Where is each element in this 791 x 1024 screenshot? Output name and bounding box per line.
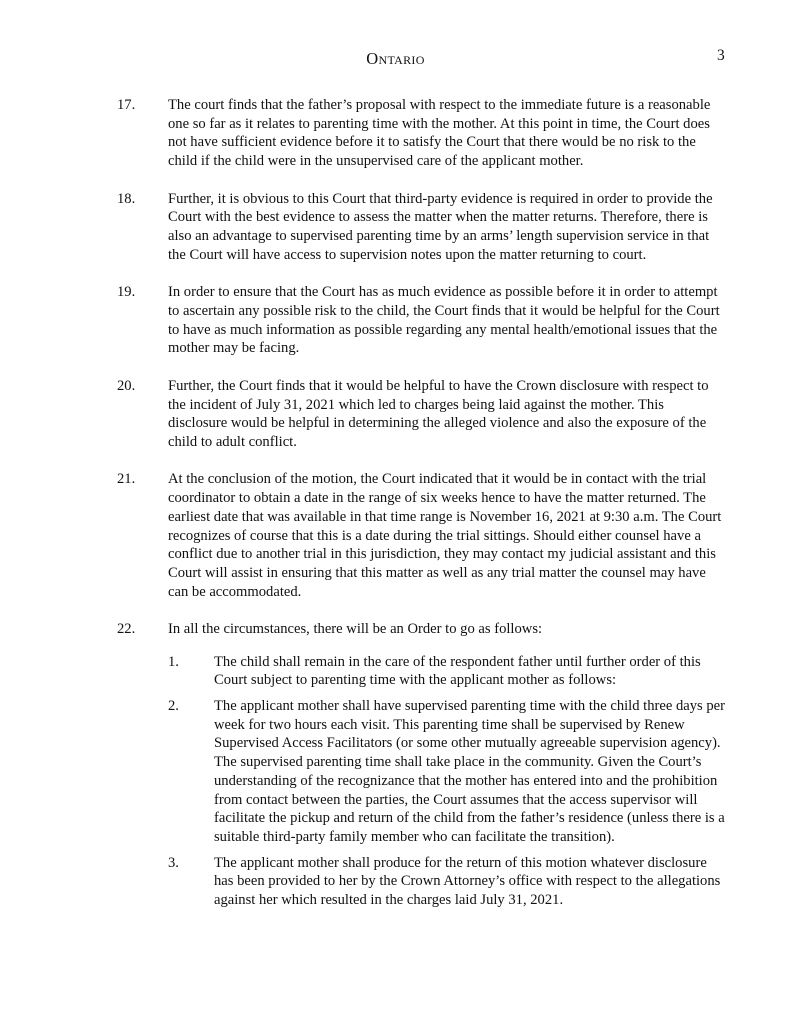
paragraph-number: 19. xyxy=(117,284,136,301)
document-body xyxy=(0,96,791,917)
paragraph-text: Further, it is obvious to this Court that third-party evidence is required in order to provide the Court with the best evidence to assess the matter when the matter returns. Therefore, there is also an advantage to supervised parenting time by an arms’ length supervision service in that the Court will have access to supervision notes upon the matter returning to court. xyxy=(168,190,713,263)
paragraph-22 xyxy=(0,620,791,639)
paragraph-text: In all the circumstances, there will be an Order to go as follows: xyxy=(168,621,543,638)
paragraph-text: At the conclusion of the motion, the Court indicated that it would be in contact with the trial coordinator to obtain a date in the range of six weeks hence to have the matter returned. The earliest date that was available in that time range is November 16, 2021 at 9:30 a.m. The Court recognizes of course that this is a date during the trial sittings. Should either counsel have a conflict due to another trial in this jurisdiction, they may contact my judicial assistant and this Court will assist in ensuring that this matter as well as any trial matter the counsel may have can be accommodated. xyxy=(168,471,722,600)
page-header-title: Ontario xyxy=(366,49,425,68)
paragraph-number: 20. xyxy=(117,377,136,394)
paragraph-text: In order to ensure that the Court has as much evidence as possible before it in order to attempt to ascertain any possible risk to the child, the Court finds that it would be helpful for the Court to have as much information as possible regarding any mental health/emotional issues that the mother may be facing. xyxy=(168,284,720,357)
page-number: 3 xyxy=(717,47,725,64)
paragraph-17 xyxy=(0,96,791,171)
paragraph-text: Further, the Court finds that it would be helpful to have the Crown disclosure with respect to the incident of July 31, 2021 which led to charges being laid against the mother. This disclosure would be helpful in determining the alleged violence and also the exposure of the child to adult conflict. xyxy=(168,377,709,450)
order-item-number: 1. xyxy=(168,653,179,670)
order-item-text: The applicant mother shall produce for the return of this motion whatever disclosure has been provided to her by the Crown Attorney’s office with respect to the allegations against her which resulted in the charges laid July 31, 2021. xyxy=(214,854,721,909)
paragraph-number: 21. xyxy=(117,471,136,488)
paragraph-18 xyxy=(0,190,791,265)
paragraph-number: 22. xyxy=(117,621,136,638)
paragraph-20 xyxy=(0,377,791,452)
order-item-3 xyxy=(0,854,791,910)
order-list xyxy=(0,653,791,910)
paragraph-number: 17. xyxy=(117,97,136,113)
paragraph-text: The court finds that the father’s proposal with respect to the immediate future is a reasonable one so far as it relates to parenting time with the mother. At this point in time, the Court does not have sufficient evidence before it to satisfy the Court that there would be no risk to the child if the child were in the unsupervised care of the applicant mother. xyxy=(168,97,711,170)
order-item-1 xyxy=(0,653,791,690)
order-item-number: 2. xyxy=(168,698,179,715)
paragraph-19 xyxy=(0,283,791,358)
order-item-number: 3. xyxy=(168,854,179,871)
order-item-2 xyxy=(0,697,791,847)
order-item-text: The applicant mother shall have supervised parenting time with the child three days per week for two hours each visit. This parenting time shall be supervised by Renew Supervised Access Facilitators (or some other mutually agreeable supervision agency). The supervised parenting time shall take place in the community. Given the Court’s understanding of the recognizance that the mother has entered into and the prohibition from contact between the parties, the Court assumes that the access supervisor will facilitate the pickup and return of the child from the father’s residence (unless there is a suitable third-party family member who can facilitate the transition). xyxy=(214,698,726,845)
paragraph-21 xyxy=(0,470,791,601)
order-item-text: The child shall remain in the care of the respondent father until further order of this Court subject to parenting time with the applicant mother as follows: xyxy=(214,653,701,689)
paragraph-number: 18. xyxy=(117,190,136,207)
